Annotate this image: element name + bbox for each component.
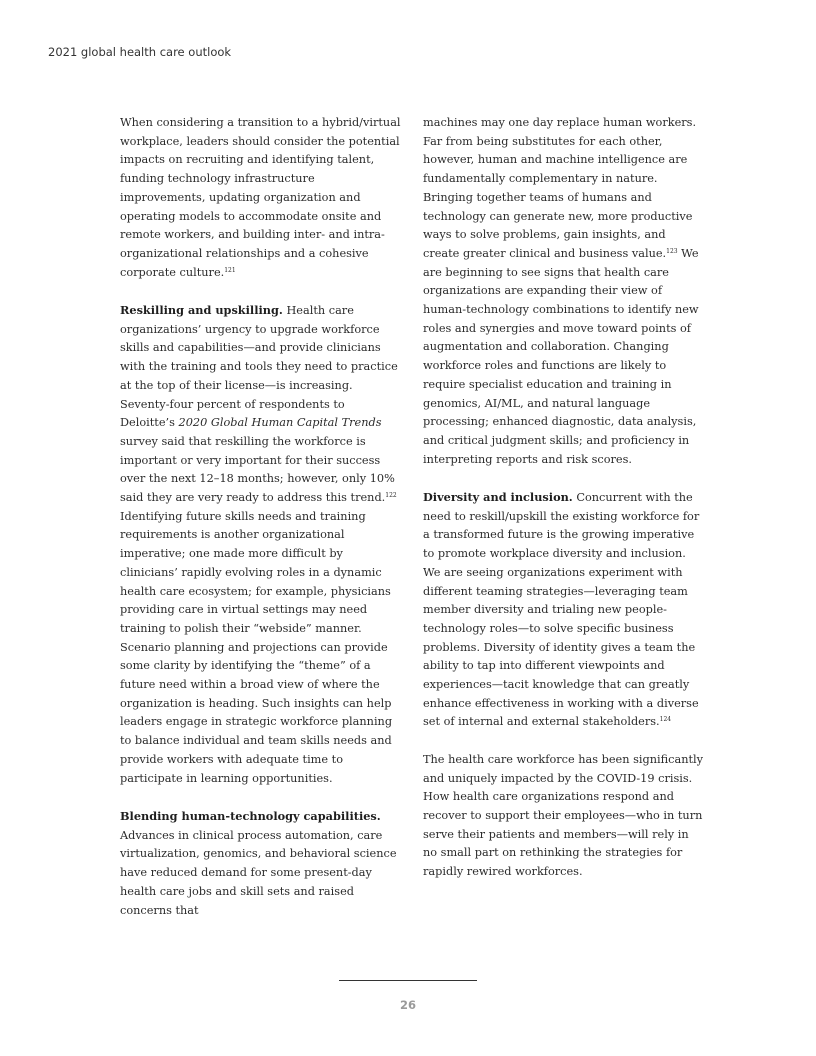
paragraph-text: machines may one day replace human workers. Far from being substitutes for each other, however, human and machine intelligence are fundamentally complementary in nature. Bringing together teams of humans and technology can generate new, more productive ways to solve problems, gain insights, and create greater clinical and business value. bbox=[423, 116, 697, 260]
report-title: 2020 Global Human Capital Trends bbox=[178, 416, 382, 430]
paragraph-text: Advances in clinical process automation, care virtualization, genomics, and behavioral science have reduced demand for some present-day health care jobs and skill sets and raised concerns that bbox=[120, 828, 397, 917]
section-heading: Diversity and inclusion. bbox=[423, 490, 573, 505]
paragraph-covid-workforce bbox=[423, 751, 705, 882]
footnote-ref: 122 bbox=[385, 492, 397, 500]
page-number: 26 bbox=[399, 998, 416, 1012]
paragraph-text: survey said that reskilling the workforce is important or very important for their success over the next 12–18 months; however, only 10% said they are very ready to address this trend. bbox=[120, 434, 395, 505]
paragraph-blending bbox=[120, 807, 402, 920]
paragraph-human-machine bbox=[423, 114, 705, 469]
paragraph-text: We are beginning to see signs that health care organizations are expanding their view of human-technology combinations to identify new roles and synergies and move toward points of augmentation and collaboration. Changing workforce roles and functions are likely to require specialist education and training in genomics, AI/ML, and natural language processing; enhanced diagnostic, data analysis, and critical judgment skills; and proficiency in interpreting reports and risk scores. bbox=[423, 246, 699, 466]
right-column bbox=[423, 114, 705, 882]
paragraph-text: When considering a transition to a hybrid/virtual workplace, leaders should consider the potential impacts on recruiting and identifying talent, funding technology infrastructure improvements, updating organization and operating models to accommodate onsite and remote workers, and building inter- and intra-organizational relationships and a cohesive corporate culture. bbox=[120, 116, 401, 279]
paragraph-hybrid-workplace bbox=[120, 114, 402, 282]
footnote-ref: 121 bbox=[224, 266, 236, 274]
footnote-ref: 124 bbox=[659, 716, 672, 724]
paragraph-reskilling bbox=[120, 301, 402, 788]
running-header: 2021 global health care outlook bbox=[48, 45, 232, 59]
paragraph-text: Health care organizations’ urgency to upgrade workforce skills and capabilities—and provide clinicians with the training and tools they need to practice at the top of their license—is increasing. Seventy-four percent of respondents to Deloitte’s bbox=[120, 304, 398, 430]
footnote-ref: 123 bbox=[666, 247, 678, 255]
left-column bbox=[120, 114, 402, 920]
paragraph-text: Concurrent with the need to reskill/upskill the existing workforce for a transformed future is the growing imperative to promote workplace diversity and inclusion. We are seeing organizations experiment with different teaming strategies—leveraging team member diversity and trialing new people-technology roles—to solve specific business problems. Diversity of identity gives a team the ability to tap into different viewpoints and experiences—tacit knowledge that can greatly enhance effectiveness in working with a diverse set of internal and external stakeholders. bbox=[423, 491, 700, 729]
footer-divider bbox=[339, 980, 477, 981]
paragraph-diversity bbox=[423, 488, 705, 732]
section-heading: Blending human-technology capabilities. bbox=[120, 808, 381, 823]
paragraph-text: Identifying future skills needs and training requirements is another organizational imperative; one made more difficult by clinicians’ rapidly evolving roles in a dynamic health care ecosystem; for example, physicians providing care in virtual settings may need training to polish their “webside” manner. Scenario planning and projections can provide some clarity by identifying the “theme” of a future need within a broad view of where the organization is heading. Such insights can help leaders engage in strategic workforce planning to balance individual and team skills needs and provide workers with adequate time to participate in learning opportunities. bbox=[120, 509, 393, 785]
paragraph-text: The health care workforce has been significantly and uniquely impacted by the COVID-19 crisis. How health care organizations respond and recover to support their employees—who in turn serve their patients and members—will rely in no small part on rethinking the strategies for rapidly rewired workforces. bbox=[423, 752, 704, 879]
section-heading: Reskilling and upskilling. bbox=[120, 303, 283, 318]
